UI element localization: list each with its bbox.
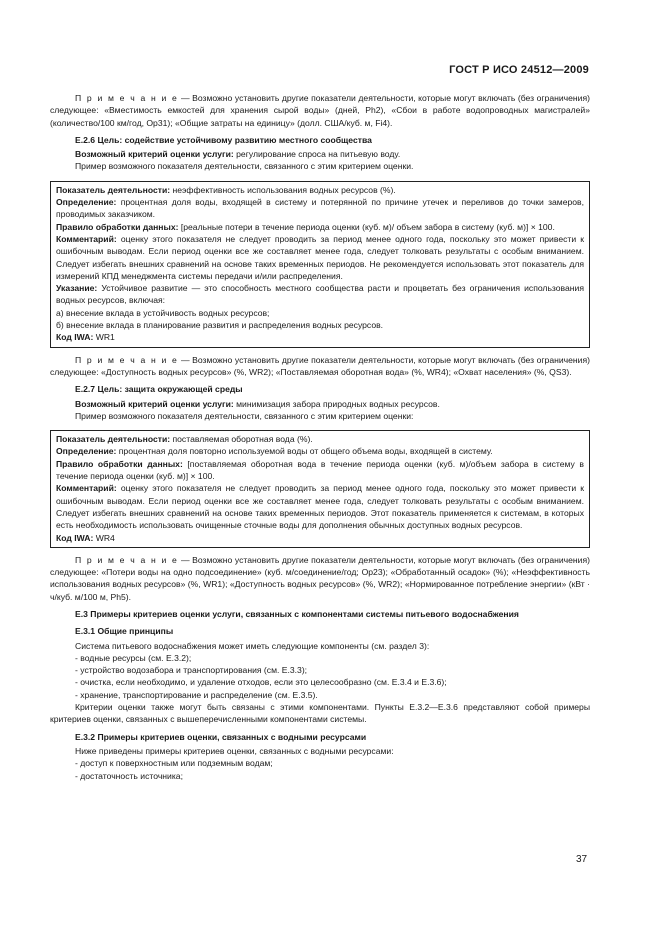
processing-rule xyxy=(56,458,584,483)
note-text: — Возможно установить другие показатели деятельности, которые могут включать (без ограничения) следующее: «Потери воды на одно подсоединение» (куб. м/соединение/год; Op23); «Обработанный осадок» (%); «Неэффективность использования водных ресурсов» (%, WR1); «Доступность водных ресурсов» (%, WR2); «Нормированное потребление энергии» (кВт · ч/куб. м/100 м, Ph5). xyxy=(50,554,590,602)
comment-label: Комментарий: xyxy=(56,483,117,494)
instruction xyxy=(56,282,584,307)
e32-intro: Ниже приведены примеры критериев оценки, связанных с водными ресурсами: xyxy=(75,745,394,756)
list-item: - доступ к поверхностным или подземным водам; xyxy=(75,758,273,769)
iwa-code xyxy=(56,532,584,544)
comment xyxy=(56,482,584,531)
iwa-code xyxy=(56,331,584,343)
e27-criterion xyxy=(50,398,590,410)
page-content xyxy=(50,92,590,782)
note-text: — Возможно установить другие показатели деятельности, которые могут включать (без ограничения) следующее: «Доступность водных ресурсов» (%, WR2); «Поставляемая оборотная вода» (%, WR4); «Охват населения» (%, QS3). xyxy=(50,354,590,377)
section-e32-heading: Е.3.2 Примеры критериев оценки, связанных с водными ресурсами xyxy=(75,731,367,742)
note-label: П р и м е ч а н и е xyxy=(75,354,179,365)
rule-label: Правило обработки данных: xyxy=(56,458,183,469)
indicator-box-wr4 xyxy=(50,430,590,548)
e31-closing: Критерии оценки также могут быть связаны с этими компонентами. Пункты Е.3.2—Е.3.6 представляют собой примеры критериев оценки, связанных с вышеперечисленными компонентами системы. xyxy=(50,702,590,725)
indicator-box-wr1 xyxy=(50,181,590,348)
note-text: — Возможно установить другие показатели деятельности, которые могут включать (без ограничения) следующее: «Вместимость емкостей для хранения сырой воды» (дней, Ph2), «Сбои в работе водопроводных магистралей» (количество/100 км/год, Op31); «Общие затраты на единицу» (долл. США/куб. м, Fi4). xyxy=(50,93,590,128)
iwa-value: WR1 xyxy=(93,332,115,343)
comment xyxy=(56,233,584,282)
list-item: б) внесение вклада в планирование развития и распределения водных ресурсов. xyxy=(56,320,384,331)
comment-label: Комментарий: xyxy=(56,233,117,244)
definition xyxy=(56,196,584,221)
criterion-text: минимизация забора природных водных ресурсов. xyxy=(233,398,440,409)
indicator-label: Показатель деятельности: xyxy=(56,184,171,195)
list-item: - водные ресурсы (см. Е.3.2); xyxy=(75,652,192,663)
rule-text: [поставляемая оборотная вода в течение периода оценки (куб. м)/объем забора в систему в течение периода оценки (куб. м)] × 100. xyxy=(56,458,584,482)
definition xyxy=(56,445,584,457)
comment-text: оценку этого показателя не следует проводить за период менее одного года, поскольку это может привести к ошибочным выводам. Если период оценки все же составляет менее года, следует толковать результаты с особым вниманием. Следует избегать внешних сравнений на основе таких временных периодов. Этот показатель применяется к системам, в которых есть необходимость использовать очищенные сточные воды для дополнения обычных доступных водных ресурсов. xyxy=(56,483,584,531)
indicator xyxy=(56,184,584,196)
note-1 xyxy=(50,92,590,129)
note-label: П р и м е ч а н и е xyxy=(75,554,179,565)
indicator-text: поставляемая оборотная вода (%). xyxy=(170,434,313,445)
criterion-text: регулирование спроса на питьевую воду. xyxy=(233,149,401,160)
definition-text: процентная доля воды, входящей в систему и потерянной по причине утечек и переливов до точки замеров, проводимых заказчиком. xyxy=(56,197,584,220)
rule-label: Правило обработки данных: xyxy=(56,221,179,232)
list-item: - достаточность источника; xyxy=(75,770,183,781)
list-item: - хранение, транспортирование и распределение (см. Е.3.5). xyxy=(75,689,318,700)
section-e27-heading: Е.2.7 Цель: защита окружающей среды xyxy=(75,384,243,395)
rule-text: [реальные потери в течение периода оценки (куб. м)/ объем забора в систему (куб. м)] × 100. xyxy=(178,221,555,232)
comment-text: оценку этого показателя не следует проводить за период менее одного года, поскольку это может привести к ошибочным выводам. Если период оценки все же составляет менее года, следует толковать результаты с особым вниманием. Следует избегать внешних сравнений на основе таких временных периодов. Не рекомендуется использовать этот показатель для измерений КПД менеджмента системы передачи и/или распределения. xyxy=(56,233,584,281)
definition-text: процентная доля повторно используемой воды от общего объема воды, входящей в систему. xyxy=(116,446,493,457)
e26-criterion xyxy=(50,148,590,160)
indicator-label: Показатель деятельности: xyxy=(56,434,171,445)
note-3 xyxy=(50,554,590,603)
criterion-label: Возможный критерий оценки услуги: xyxy=(75,398,234,409)
document-number: ГОСТ Р ИСО 24512—2009 xyxy=(449,64,589,76)
definition-label: Определение: xyxy=(56,197,117,208)
section-e26-heading: Е.2.6 Цель: содействие устойчивому развитию местного сообщества xyxy=(75,134,372,145)
iwa-label: Код IWA: xyxy=(56,532,94,543)
note-2 xyxy=(50,354,590,379)
list-item: а) внесение вклада в устойчивость водных ресурсов; xyxy=(56,307,270,318)
note-label: П р и м е ч а н и е xyxy=(75,93,179,103)
definition-label: Определение: xyxy=(56,446,117,457)
section-e31-heading: Е.3.1 Общие принципы xyxy=(75,626,174,637)
iwa-label: Код IWA: xyxy=(56,332,94,343)
indicator-text: неэффективность использования водных ресурсов (%). xyxy=(170,184,396,195)
instruction-label: Указание: xyxy=(56,283,98,294)
list-item: - устройство водозабора и транспортирования (см. Е.3.3); xyxy=(75,665,308,676)
section-e3-heading: Е.3 Примеры критериев оценки услуги, связанных с компонентами системы питьевого водоснабжения xyxy=(75,608,519,619)
criterion-label: Возможный критерий оценки услуги: xyxy=(75,149,234,160)
e27-example: Пример возможного показателя деятельности, связанного с этим критерием оценки: xyxy=(75,410,414,421)
iwa-value: WR4 xyxy=(93,532,115,543)
processing-rule xyxy=(56,221,584,233)
instruction-text: Устойчивое развитие — это способность местного сообщества расти и процветать без ограничения использования водных ресурсов, включая: xyxy=(56,283,584,306)
e26-example: Пример возможного показателя деятельности, связанного с этим критерием оценки. xyxy=(75,161,414,172)
list-item: - очистка, если необходимо, и удаление отходов, если это целесообразно (см. Е.3.4 и Е.3.6); xyxy=(75,677,447,688)
page-number: 37 xyxy=(576,854,588,865)
e31-intro: Система питьевого водоснабжения может иметь следующие компоненты (см. раздел 3): xyxy=(75,640,430,651)
indicator xyxy=(56,433,584,445)
